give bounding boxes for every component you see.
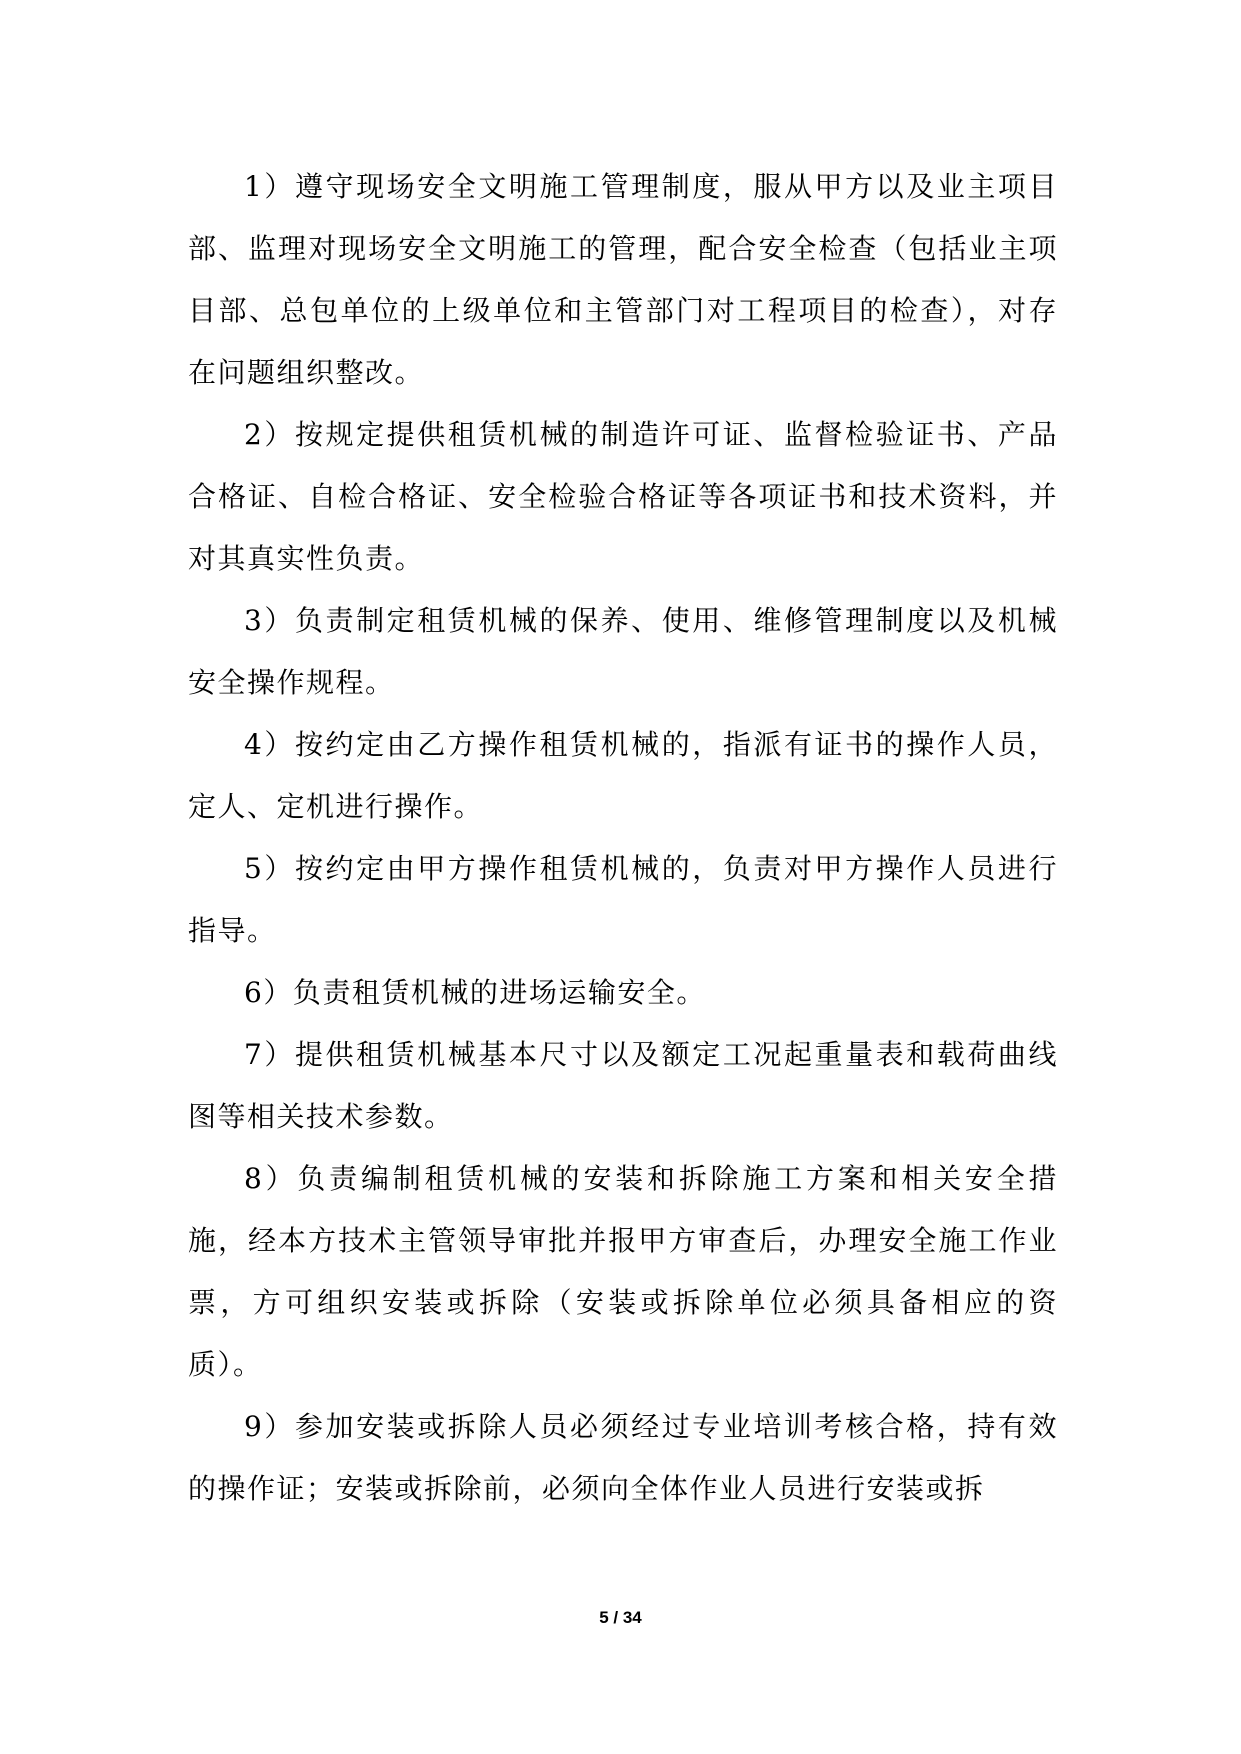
paragraph-2: 2）按规定提供租赁机械的制造许可证、监督检验证书、产品合格证、自检合格证、安全检验合格证等各项证书和技术资料，并对其真实性负责。 — [188, 418, 1058, 575]
page-number: 5 / 34 — [599, 1608, 642, 1627]
paragraph-4: 4）按约定由乙方操作租赁机械的，指派有证书的操作人员，定人、定机进行操作。 — [188, 728, 1058, 823]
paragraph-9: 9）参加安装或拆除人员必须经过专业培训考核合格，持有效的操作证；安装或拆除前，必须向全体作业人员进行安装或拆 — [188, 1410, 1058, 1505]
paragraph-6: 6）负责租赁机械的进场运输安全。 — [244, 976, 706, 1009]
paragraph-1: 1）遵守现场安全文明施工管理制度，服从甲方以及业主项目部、监理对现场安全文明施工的管理，配合安全检查（包括业主项目部、总包单位的上级单位和主管部门对工程项目的检查），对存在问题组织整改。 — [188, 170, 1058, 389]
paragraph-7: 7）提供租赁机械基本尺寸以及额定工况起重量表和载荷曲线图等相关技术参数。 — [188, 1038, 1058, 1133]
paragraph-3: 3）负责制定租赁机械的保养、使用、维修管理制度以及机械安全操作规程。 — [188, 604, 1058, 699]
document-body — [188, 156, 1058, 1520]
paragraph-5: 5）按约定由甲方操作租赁机械的，负责对甲方操作人员进行指导。 — [188, 852, 1058, 947]
paragraph-8: 8）负责编制租赁机械的安装和拆除施工方案和相关安全措施，经本方技术主管领导审批并报甲方审查后，办理安全施工作业票，方可组织安装或拆除（安装或拆除单位必须具备相应的资质）。 — [188, 1162, 1058, 1381]
